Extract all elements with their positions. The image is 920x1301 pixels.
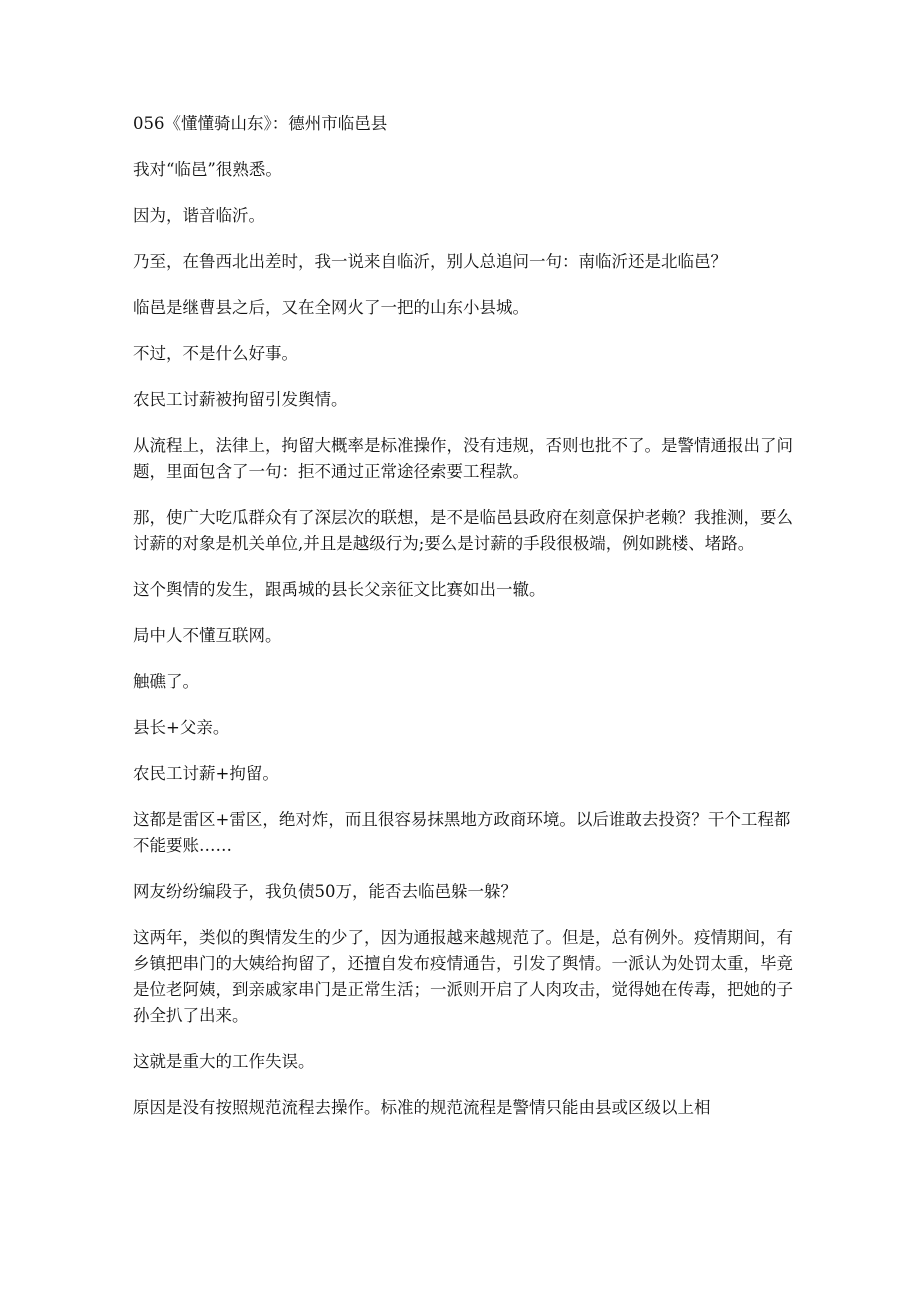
paragraph: 我对“临邑”很熟悉。 <box>133 160 282 179</box>
paragraph: 不过，不是什么好事。 <box>133 344 298 363</box>
paragraph: 农民工讨薪被拘留引发舆情。 <box>133 390 348 409</box>
paragraph: 触礁了。 <box>133 672 199 691</box>
paragraph: 这两年，类似的舆情发生的少了，因为通报越来越规范了。但是，总有例外。疫情期间，有乡镇把串门的大姨给拘留了，还擅自发布疫情通告，引发了舆情。一派认为处罚太重，毕竟是位老阿姨，到亲戚家串门是正常生活；一派则开启了人肉攻击，觉得她在传毒，把她的子孙全扒了出来。 <box>133 928 793 1025</box>
paragraph: 局中人不懂互联网。 <box>133 626 282 645</box>
article-body <box>133 111 793 1141</box>
paragraph: 从流程上，法律上，拘留大概率是标准操作，没有违规，否则也批不了。是警情通报出了问题，里面包含了一句：拒不通过正常途径索要工程款。 <box>133 436 793 481</box>
paragraph: 乃至，在鲁西北出差时，我一说来自临沂，别人总追问一句：南临沂还是北临邑？ <box>133 252 727 271</box>
paragraph: 这都是雷区+雷区，绝对炸，而且很容易抹黑地方政商环境。以后谁敢去投资？干个工程都不能要账…… <box>133 810 791 855</box>
paragraph: 因为，谐音临沂。 <box>133 206 265 225</box>
paragraph: 这就是重大的工作失误。 <box>133 1052 315 1071</box>
paragraph: 县长+父亲。 <box>133 718 230 737</box>
paragraph: 那，使广大吃瓜群众有了深层次的联想，是不是临邑县政府在刻意保护老赖？我推测，要么讨薪的对象是机关单位,并且是越级行为;要么是讨薪的手段很极端，例如跳楼、堵路。 <box>133 508 793 553</box>
article-title: 056《懂懂骑山东》：德州市临邑县 <box>133 114 388 133</box>
paragraph: 网友纷纷编段子，我负债50万，能否去临邑躲一躲？ <box>133 882 517 901</box>
paragraph: 原因是没有按照规范流程去操作。标准的规范流程是警情只能由县或区级以上相 <box>133 1098 711 1117</box>
paragraph: 农民工讨薪+拘留。 <box>133 764 279 783</box>
paragraph: 临邑是继曹县之后，又在全网火了一把的山东小县城。 <box>133 298 529 317</box>
paragraph: 这个舆情的发生，跟禹城的县长父亲征文比赛如出一辙。 <box>133 580 546 599</box>
